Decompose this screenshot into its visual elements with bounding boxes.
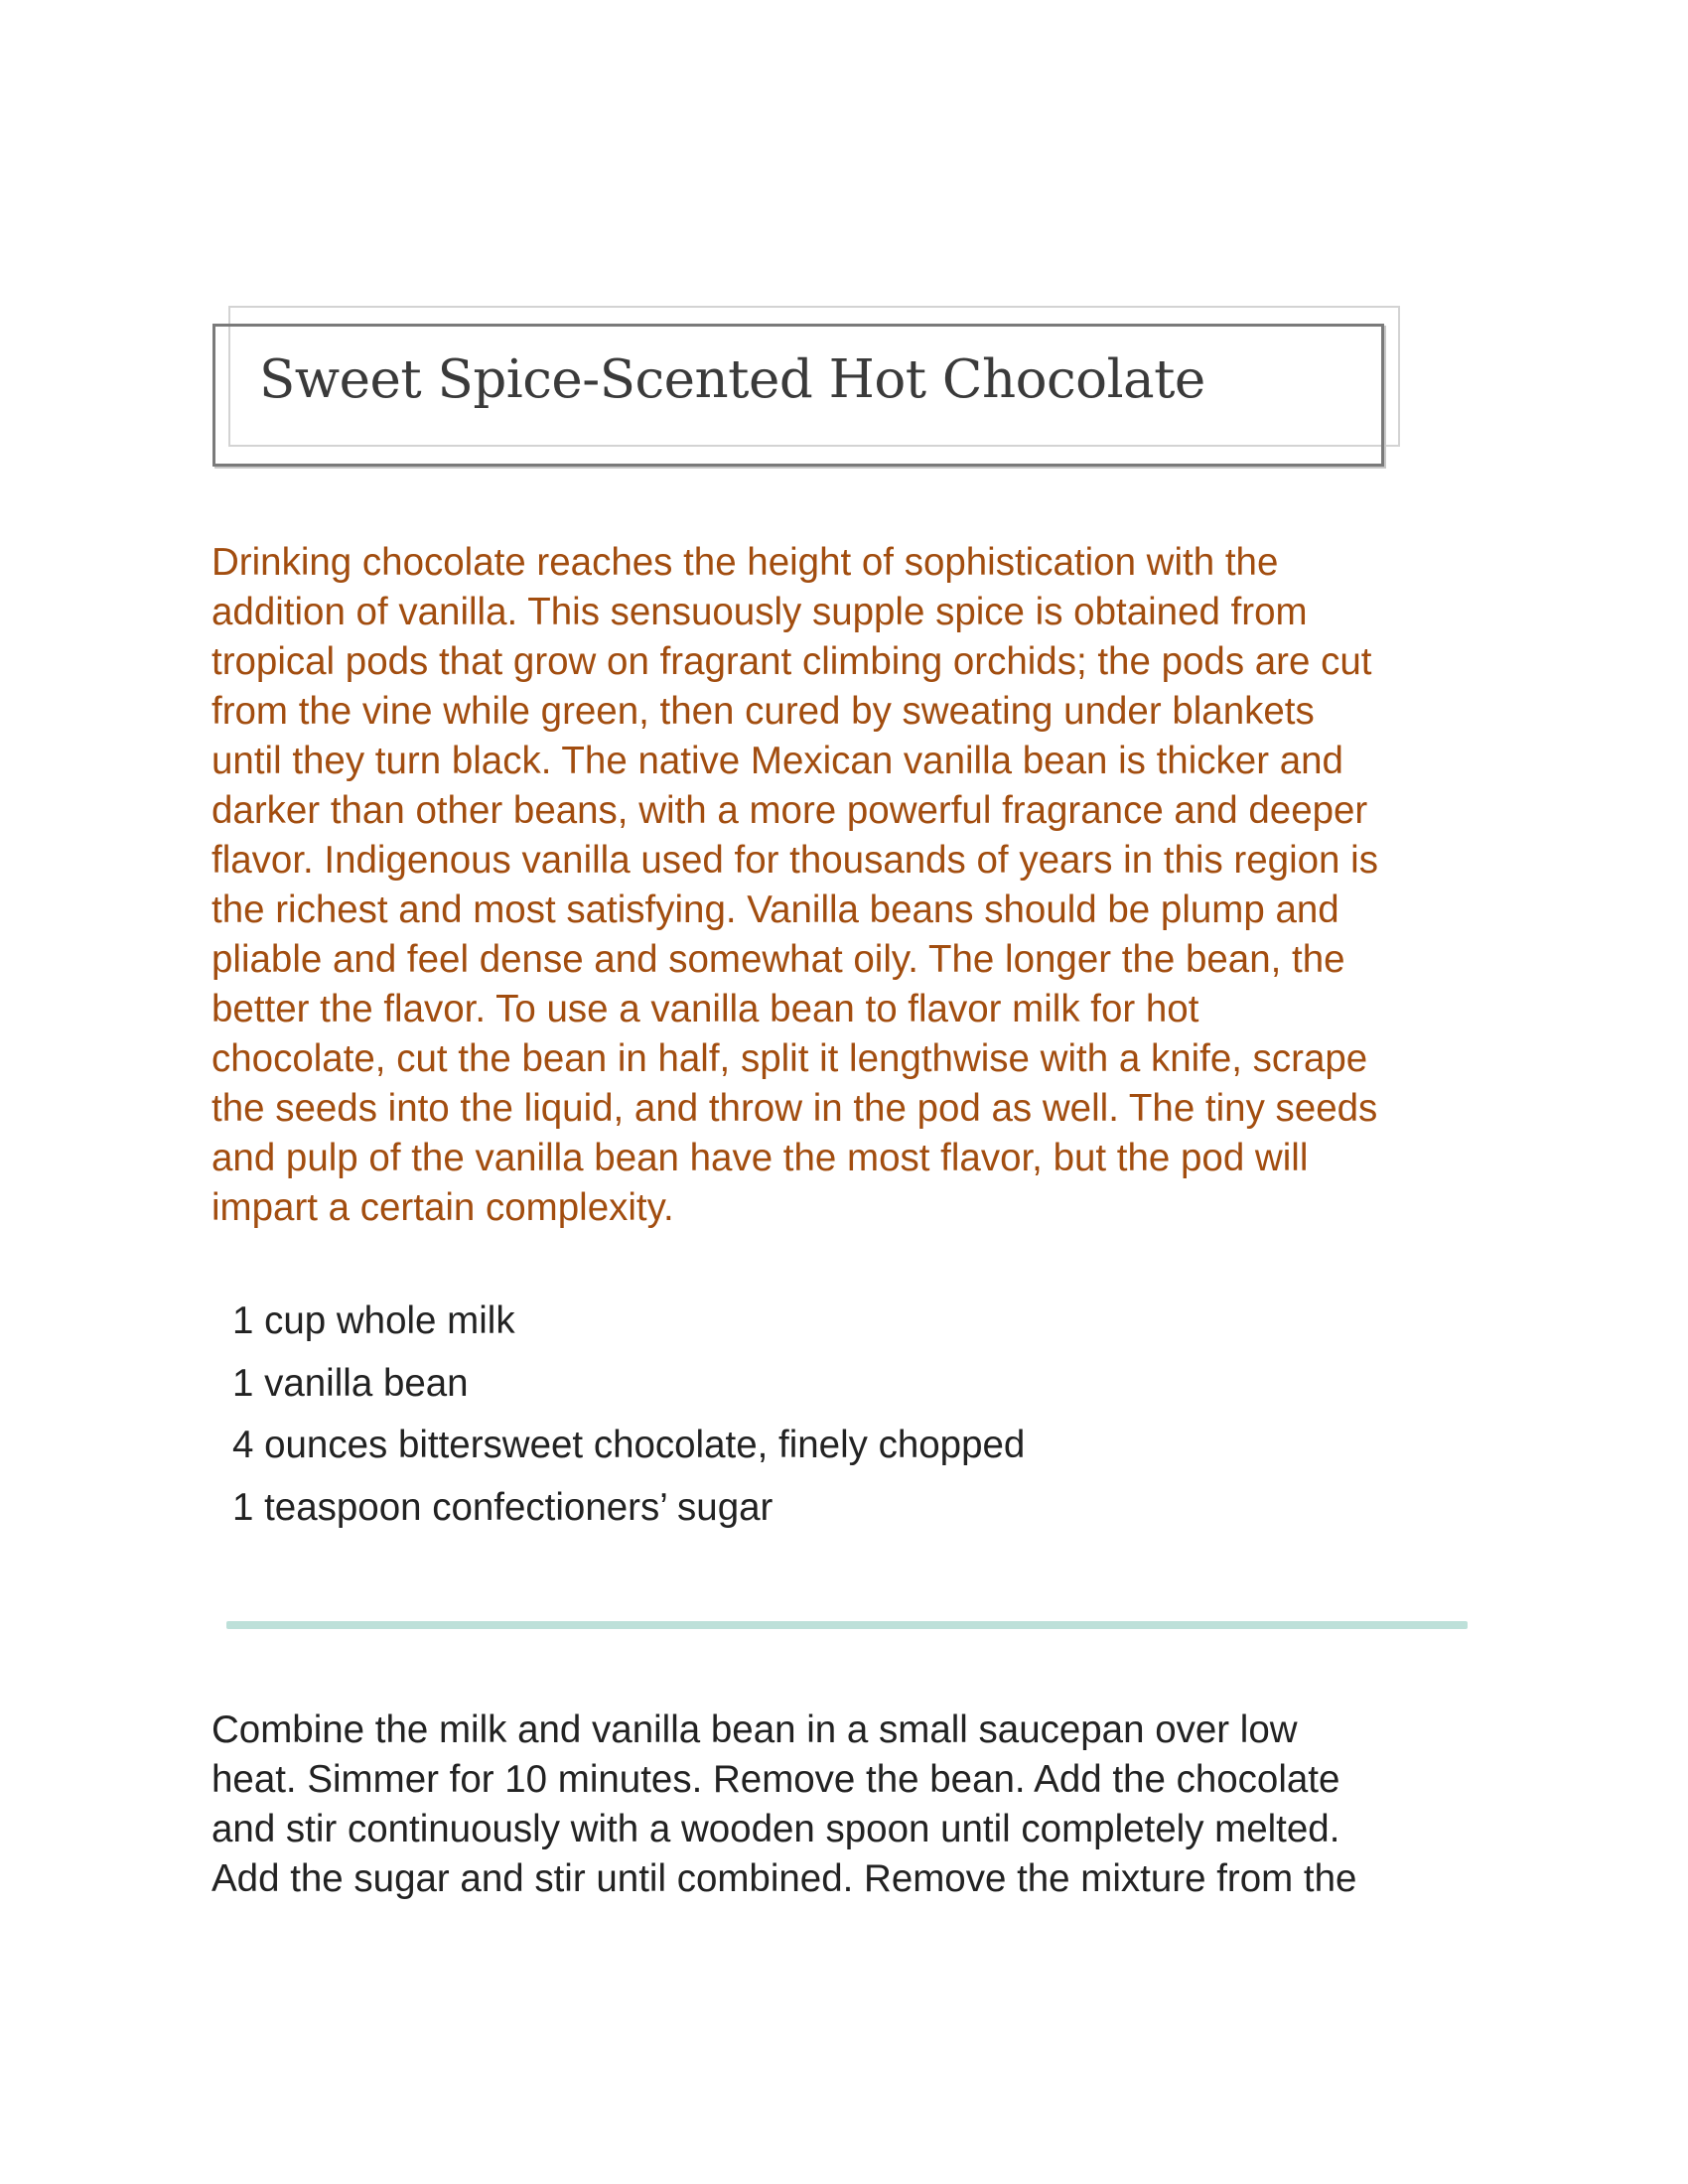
intro-line: darker than other beans, with a more powerful fragrance and deeper bbox=[211, 789, 1368, 832]
directions-line: heat. Simmer for 10 minutes. Remove the bean. Add the chocolate bbox=[211, 1758, 1340, 1801]
intro-line: better the flavor. To use a vanilla bean to flavor milk for hot bbox=[211, 988, 1199, 1030]
ingredient-item: 1 cup whole milk bbox=[232, 1299, 515, 1342]
directions-paragraph bbox=[211, 1706, 1502, 1904]
section-divider bbox=[226, 1621, 1468, 1629]
intro-line: from the vine while green, then cured by sweating under blankets bbox=[211, 690, 1315, 733]
intro-line: impart a certain complexity. bbox=[211, 1186, 674, 1229]
intro-line: Drinking chocolate reaches the height of sophistication with the bbox=[211, 541, 1279, 584]
directions-line: and stir continuously with a wooden spoon until completely melted. bbox=[211, 1808, 1340, 1850]
intro-line: and pulp of the vanilla bean have the most flavor, but the pod will bbox=[211, 1137, 1309, 1179]
intro-paragraph bbox=[211, 538, 1502, 1233]
recipe-title: Sweet Spice-Scented Hot Chocolate bbox=[259, 349, 1205, 410]
intro-line: flavor. Indigenous vanilla used for thousands of years in this region is bbox=[211, 839, 1378, 882]
ingredient-item: 1 teaspoon confectioners’ sugar bbox=[232, 1485, 774, 1529]
intro-line: chocolate, cut the bean in half, split it lengthwise with a knife, scrape bbox=[211, 1037, 1368, 1080]
intro-line: addition of vanilla. This sensuously supple spice is obtained from bbox=[211, 591, 1308, 633]
ingredient-list bbox=[232, 1291, 1025, 1539]
directions-line: Add the sugar and stir until combined. Remove the mixture from the bbox=[211, 1857, 1357, 1900]
intro-line: pliable and feel dense and somewhat oily. The longer the bean, the bbox=[211, 938, 1345, 981]
ingredient-item: 1 vanilla bean bbox=[232, 1361, 469, 1405]
directions-line: Combine the milk and vanilla bean in a small saucepan over low bbox=[211, 1708, 1298, 1751]
intro-line: the richest and most satisfying. Vanilla beans should be plump and bbox=[211, 888, 1339, 931]
intro-line: until they turn black. The native Mexican vanilla bean is thicker and bbox=[211, 740, 1343, 782]
intro-line: tropical pods that grow on fragrant climbing orchids; the pods are cut bbox=[211, 640, 1372, 683]
ingredient-item: 4 ounces bittersweet chocolate, finely chopped bbox=[232, 1424, 1026, 1466]
intro-line: the seeds into the liquid, and throw in the pod as well. The tiny seeds bbox=[211, 1087, 1378, 1130]
